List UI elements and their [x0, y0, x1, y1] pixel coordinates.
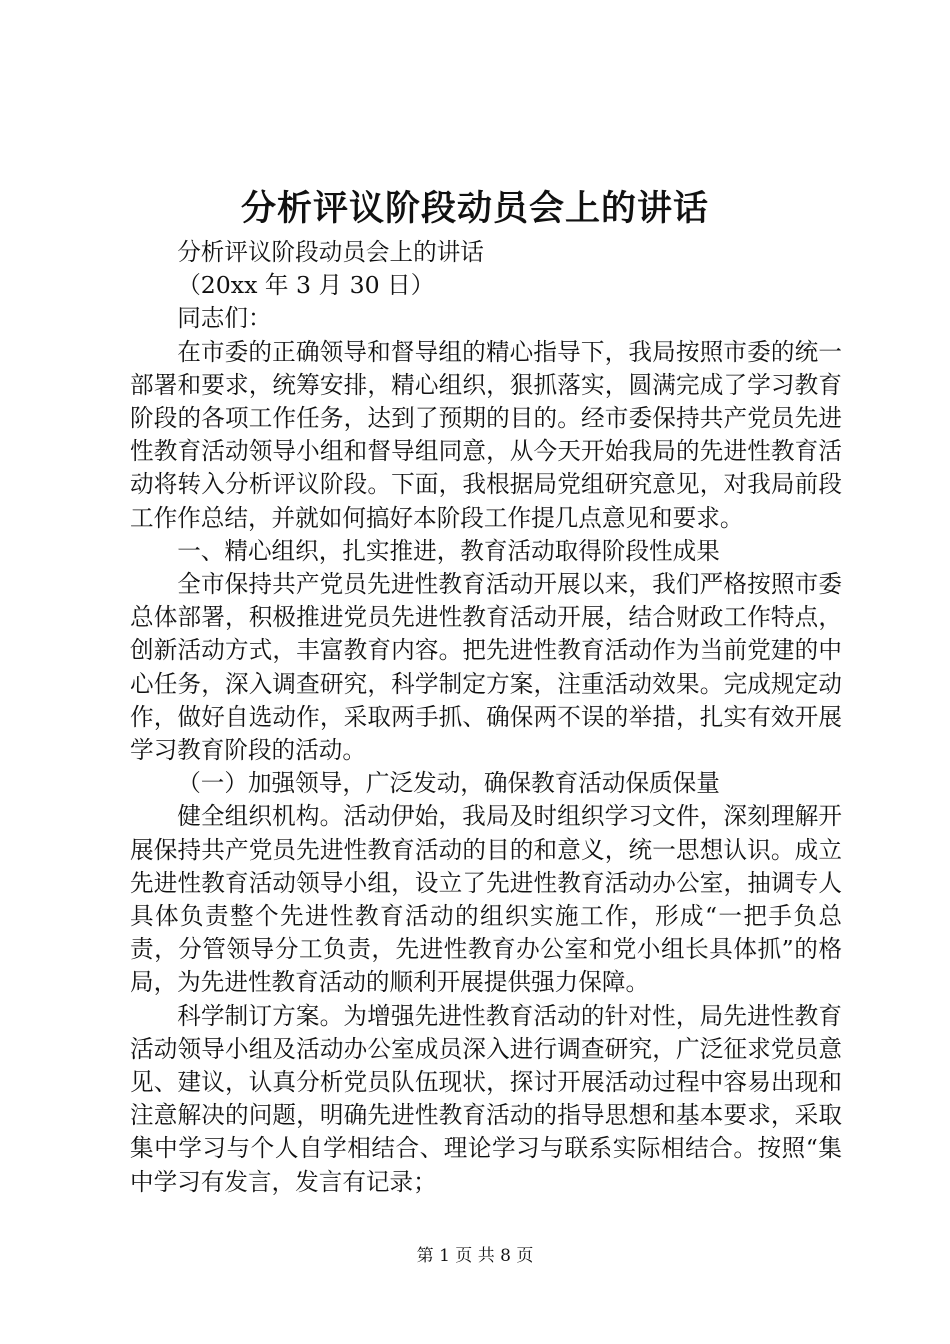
- page-footer: 第 1 页 共 8 页: [416, 1246, 534, 1266]
- paragraph: 在市委的正确领导和督导组的精心指导下，我局按照市委的统一部署和要求，统筹安排，精心组织，狠抓落实，圆满完成了学习教育阶段的各项工作任务，达到了预期的目的。经市委保持共产党员先进性教育活动领导小组和督导组同意，从今天开始我局的先进性教育活动将转入分析评议阶段。下面，我根据局党组研究意见，对我局前段工作作总结，并就如何搞好本阶段工作提几点意见和要求。: [130, 337, 842, 532]
- section-heading: 一、精心组织，扎实推进，教育活动取得阶段性成果: [177, 536, 720, 565]
- paragraph: 全市保持共产党员先进性教育活动开展以来，我们严格按照市委总体部署，积极推进党员先进性教育活动开展，结合财政工作特点，创新活动方式，丰富教育内容。把先进性教育活动作为当前党建的中心任务，深入调查研究，科学制定方案，注重活动效果。完成规定动作，做好自选动作，采取两手抓、确保两不误的举措，扎实有效开展学习教育阶段的活动。: [130, 570, 842, 765]
- paragraph-salutation: 同志们：: [177, 304, 272, 333]
- subsection-heading: （一）加强领导，广泛发动，确保教育活动保质保量: [177, 769, 720, 798]
- paragraph: 健全组织机构。活动伊始，我局及时组织学习文件，深刻理解开展保持共产党员先进性教育活动的目的和意义，统一思想认识。成立先进性教育活动领导小组，设立了先进性教育活动办公室，抽调专人具体负责整个先进性教育活动的组织实施工作，形成“一把手负总责，分管领导分工负责，先进性教育办公室和党小组长具体抓”的格局，为先进性教育活动的顺利开展提供强力保障。: [130, 802, 842, 997]
- document-title: 分析评议阶段动员会上的讲话: [240, 188, 709, 229]
- paragraph: 科学制订方案。为增强先进性教育活动的针对性，局先进性教育活动领导小组及活动办公室成员深入进行调查研究，广泛征求党员意见、建议，认真分析党员队伍现状，探讨开展活动过程中容易出现和注意解决的问题，明确先进性教育活动的指导思想和基本要求，采取集中学习与个人自学相结合、理论学习与联系实际相结合。按照“集中学习有发言，发言有记录；: [130, 1001, 842, 1196]
- paragraph-subtitle: 分析评议阶段动员会上的讲话: [177, 238, 484, 266]
- paragraph-date: （20xx 年 3 月 30 日）: [177, 271, 435, 300]
- document-body: [130, 236, 842, 1199]
